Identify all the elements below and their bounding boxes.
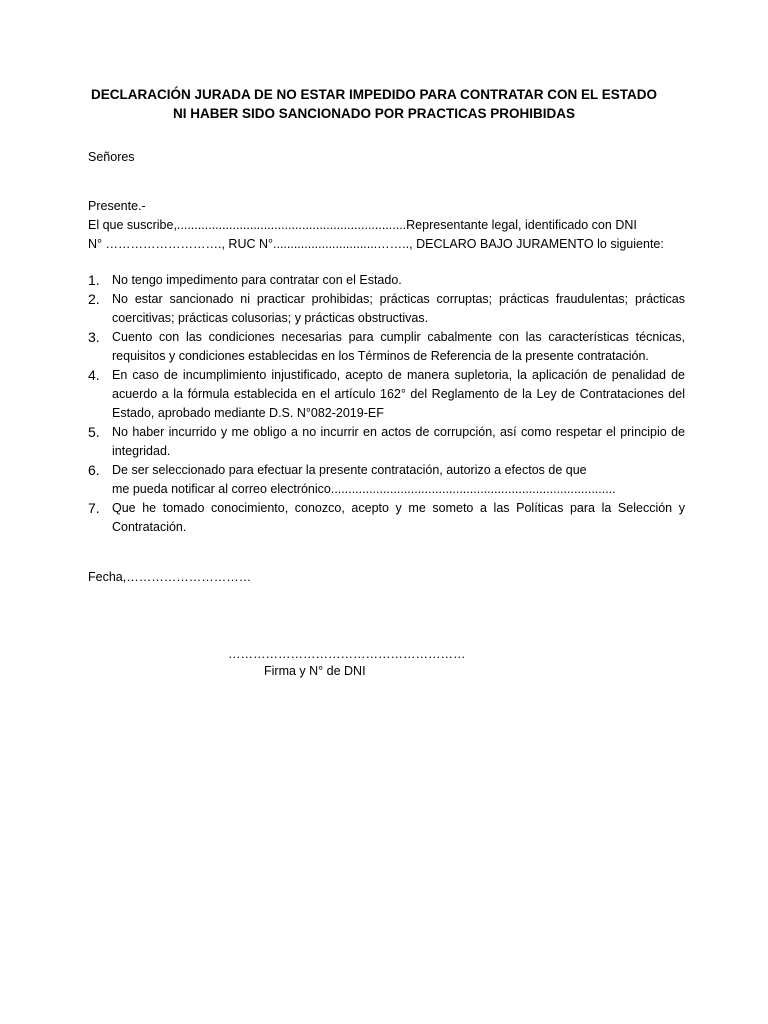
list-item-text: No tengo impedimento para contratar con el Estado. (112, 273, 402, 287)
list-item (88, 423, 685, 461)
list-item-number: 5. (88, 424, 100, 440)
list-item (88, 271, 685, 290)
signature-line: ………………………………………………… (228, 647, 466, 661)
intro-line-1: El que suscribe,..................................................................Representante legal, identificado con DNI (88, 218, 637, 232)
presente-label: Presente.- (88, 199, 146, 213)
intro-paragraph (88, 216, 685, 254)
list-item (88, 328, 685, 366)
title-line-1: DECLARACIÓN JURADA DE NO ESTAR IMPEDIDO PARA CONTRATAR CON EL ESTADO (90, 87, 657, 102)
list-item-text-line-1: De ser seleccionado para efectuar la presente contratación, autorizo a efectos de que (112, 463, 587, 477)
fecha-field: Fecha,………………………… (88, 570, 252, 584)
list-item-text: No estar sancionado ni practicar prohibidas; prácticas corruptas; prácticas fraudulentas; prácticas coercitivas; prácticas colusorias; y prácticas obstructivas. (112, 292, 685, 325)
declaration-list (88, 271, 685, 537)
list-item-number: 4. (88, 367, 100, 383)
list-item (88, 290, 685, 328)
list-item-text: En caso de incumplimiento injustificado, acepto de manera supletoria, la aplicación de penalidad de acuerdo a la fórmula establecida en el artículo 162° del Reglamento de la Ley de Contrataciones del Estado, aprobado mediante D.S. N°082-2019-EF (112, 368, 685, 420)
list-item-text-line-2: me pueda notificar al correo electrónico.................................................................................. (112, 482, 616, 496)
signature-label: Firma y N° de DNI (264, 664, 366, 678)
list-item-text: Que he tomado conocimiento, conozco, acepto y me someto a las Políticas para la Selección y Contratación. (112, 501, 685, 534)
list-item-number: 1. (88, 272, 100, 288)
list-item-text: Cuento con las condiciones necesarias para cumplir cabalmente con las características técnicas, requisitos y condiciones establecidas en los Términos de Referencia de la presente contratación. (112, 330, 685, 363)
list-item (88, 499, 685, 537)
list-item-number: 3. (88, 329, 100, 345)
list-item-text (112, 461, 685, 499)
title-line-2: NI HABER SIDO SANCIONADO POR PRACTICAS PROHIBIDAS (172, 106, 576, 121)
list-item (88, 461, 685, 499)
list-item-number: 7. (88, 500, 100, 516)
salutation: Señores (88, 150, 135, 164)
list-item-number: 6. (88, 462, 100, 478)
list-item-text: No haber incurrido y me obligo a no incurrir en actos de corrupción, así como respetar el principio de integridad. (112, 425, 685, 458)
intro-line-2: N° ………………………., RUC N°..............................…….., DECLARO BAJO JURAMENTO lo siguiente: (88, 237, 664, 251)
document-title (88, 85, 660, 123)
list-item (88, 366, 685, 423)
list-item-number: 2. (88, 291, 100, 307)
